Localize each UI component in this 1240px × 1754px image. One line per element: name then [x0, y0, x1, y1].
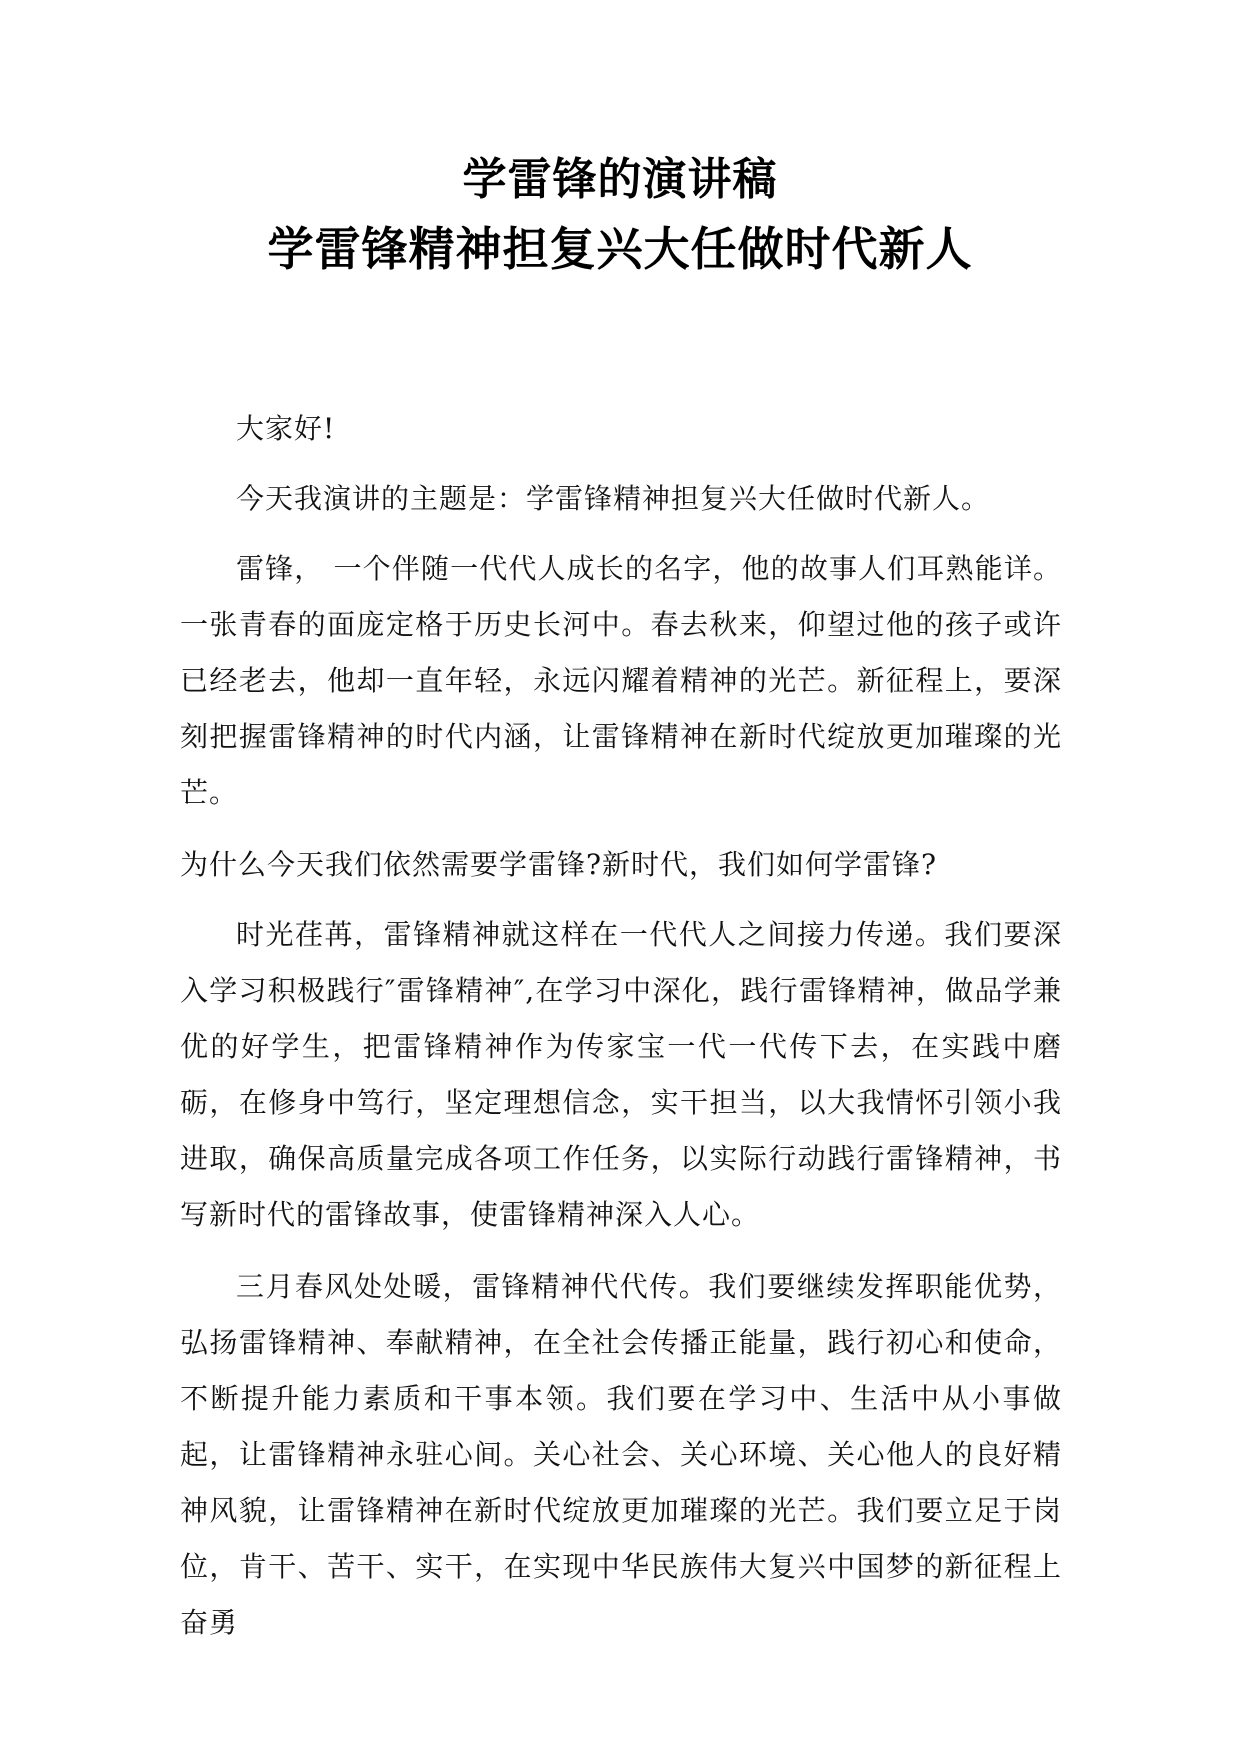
- body-paragraph-2: 时光荏苒，雷锋精神就这样在一代代人之间接力传递。我们要深入学习积极践行″雷锋精神″,在学习中深化，践行雷锋精神，做品学兼优的好学生，把雷锋精神作为传家宝一代一代传下去，在实践中磨砺，在修身中笃行，坚定理想信念，实干担当，以大我情怀引领小我进取，确保高质量完成各项工作任务，以实际行动践行雷锋精神，书写新时代的雷锋故事，使雷锋精神深入人心。: [180, 918, 1062, 1231]
- body-paragraph-3: 三月春风处处暖，雷锋精神代代传。我们要继续发挥职能优势，弘扬雷锋精神、奉献精神，在全社会传播正能量，践行初心和使命，不断提升能力素质和干事本领。我们要在学习中、生活中从小事做起，让雷锋精神永驻心间。关心社会、关心环境、关心他人的良好精神风貌，让雷锋精神在新时代绽放更加璀璨的光芒。我们要立足于岗位，肯干、苦干、实干，在实现中华民族伟大复兴中国梦的新征程上奋勇: [180, 1270, 1062, 1639]
- body-paragraph-1: 雷锋， 一个伴随一代代人成长的名字，他的故事人们耳熟能详。一张青春的面庞定格于历史长河中。春去秋来，仰望过他的孩子或许已经老去，他却一直年轻，永远闪耀着精神的光芒。新征程上，要深刻把握雷锋精神的时代内涵，让雷锋精神在新时代绽放更加璀璨的光芒。: [180, 552, 1062, 809]
- topic-paragraph: 今天我演讲的主题是：学雷锋精神担复兴大任做时代新人。: [236, 482, 991, 515]
- title-line-1: 学雷锋的演讲稿: [462, 154, 778, 205]
- greeting-paragraph: 大家好!: [236, 412, 336, 445]
- document-body: [180, 401, 1062, 1651]
- question-paragraph: 为什么今天我们依然需要学雷锋?新时代，我们如何学雷锋?: [180, 848, 938, 881]
- title-line-2: 学雷锋精神担复兴大任做时代新人: [267, 222, 973, 276]
- title-block: [0, 148, 1240, 284]
